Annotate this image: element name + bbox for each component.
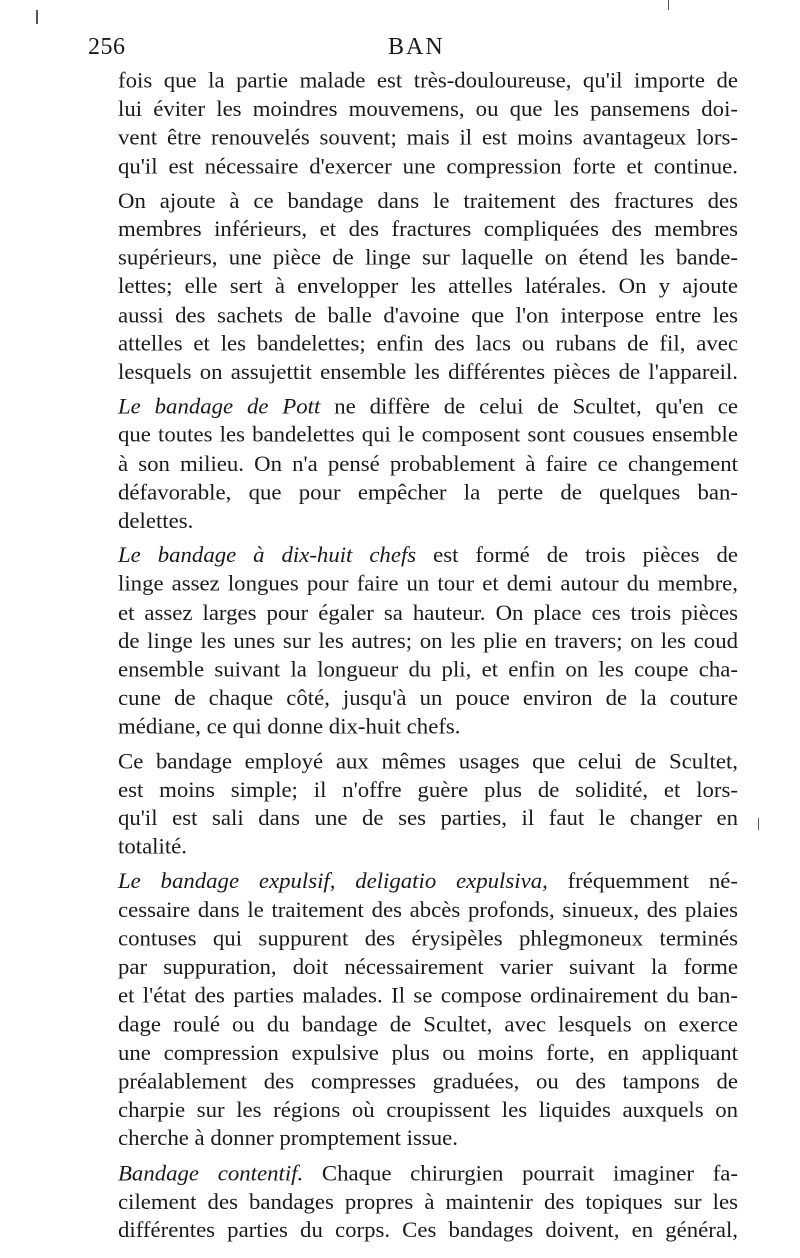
text-line: qu'il est sali dans une de ses parties, il faut le changer en <box>118 805 738 831</box>
text-line: lettes; elle sert à envelopper les attelles latérales. On y ajoute <box>118 273 738 299</box>
text-line <box>118 392 738 421</box>
text-fragment: ne diffère de celui de Scultet, qu'en ce <box>320 393 738 419</box>
text-line: différentes parties du corps. Ces bandages doivent, en général, <box>118 1217 738 1242</box>
text-line: charpie sur les régions où croupissent les liquides auxquels on <box>118 1097 738 1122</box>
italic-term: Bandage contentif. <box>118 1160 304 1185</box>
text-line: une compression expulsive plus ou moins forte, en appliquant <box>118 1040 738 1065</box>
paragraph-5 <box>118 747 738 861</box>
body-text <box>118 66 738 1250</box>
italic-term: Le bandage expulsif, deligatio expulsiva <box>118 868 543 894</box>
page-number: 256 <box>88 34 126 60</box>
text-line: et l'état des parties malades. Il se compose ordinairement du ban- <box>118 983 738 1008</box>
text-line: par suppuration, doit nécessairement varier suivant la forme <box>118 954 738 979</box>
text-line: supérieurs, une pièce de linge sur laquelle on étend les bande- <box>118 245 738 270</box>
italic-term: Le bandage à dix-huit chefs <box>118 542 417 568</box>
text-line: cune de chaque côté, jusqu'à un pouce environ de la couture <box>118 685 738 711</box>
text-line: préalablement des compresses graduées, ou des tampons de <box>118 1068 738 1094</box>
text-line: Ce bandage employé aux mêmes usages que celui de Scultet, <box>118 748 738 774</box>
text-line: cilement des bandages propres à maintenir des topiques sur les <box>118 1188 738 1214</box>
paragraph-1 <box>118 66 738 180</box>
text-line <box>118 867 738 896</box>
text-line: ensemble suivant la longueur du pli, et enfin on les coupe cha- <box>118 657 738 682</box>
scan-mark <box>36 10 38 24</box>
text-line: delettes. <box>118 508 194 533</box>
text-line: aussi des sachets de balle d'avoine que l'on interpose entre les <box>118 302 738 327</box>
italic-term: Le bandage de Pott <box>118 393 321 419</box>
paragraph-2 <box>118 186 738 386</box>
text-line: lesquels on assujettit ensemble les différentes pièces de l'appareil. <box>118 359 738 385</box>
text-line: et assez larges pour égaler sa hauteur. On place ces trois pièces <box>118 599 738 625</box>
text-line: à son milieu. On n'a pensé probablement à faire ce changement <box>118 451 738 476</box>
text-line <box>118 1158 738 1187</box>
text-line: est moins simple; il n'offre guère plus de solidité, et lors- <box>118 777 738 802</box>
text-line: de linge les unes sur les autres; on les plie en travers; on les coud <box>118 628 738 653</box>
text-line: contuses qui suppurent des érysipèles phlegmoneux terminés <box>118 925 738 951</box>
text-line: défavorable, que pour empêcher la perte de quelques ban- <box>118 479 738 505</box>
paragraph-4 <box>118 541 738 741</box>
text-line: dage roulé ou du bandage de Scultet, avec lesquels on exerce <box>118 1011 738 1037</box>
text-fragment: est formé de trois pièces de <box>416 542 738 568</box>
text-line: attelles et les bandelettes; enfin des lacs ou rubans de fil, avec <box>118 330 738 356</box>
text-line: lui éviter les moindres mouvemens, ou que les pansemens doi- <box>118 96 738 121</box>
paragraph-3 <box>118 392 738 535</box>
running-head: BAN <box>388 34 445 60</box>
scan-mark <box>758 818 759 830</box>
text-line: totalité. <box>118 834 188 859</box>
text-line: cherche à donner promptement issue. <box>118 1125 458 1151</box>
paragraph-6 <box>118 867 738 1153</box>
text-fragment: , fréquemment né- <box>542 868 738 894</box>
text-line: fois que la partie malade est très-douloureuse, qu'il importe de <box>118 67 738 93</box>
text-line: linge assez longues pour faire un tour et demi autour du membre, <box>118 571 738 596</box>
text-line: médiane, ce qui donne dix-huit chefs. <box>118 714 461 739</box>
text-line: que toutes les bandelettes qui le composent sont cousues ensemble <box>118 422 738 448</box>
page-header <box>88 34 738 68</box>
text-line: vent être renouvelés souvent; mais il est moins avantageux lors- <box>118 125 738 150</box>
text-line: cessaire dans le traitement des abcès profonds, sinueux, des plaies <box>118 897 738 922</box>
text-line: qu'il est nécessaire d'exercer une compression forte et continue. <box>118 153 738 179</box>
text-line: On ajoute à ce bandage dans le traitement des fractures des <box>118 188 738 213</box>
text-line <box>118 541 738 570</box>
scan-mark <box>668 0 669 10</box>
text-line: membres inférieurs, et des fractures compliquées des membres <box>118 216 738 242</box>
paragraph-7 <box>118 1158 738 1244</box>
text-fragment: Chaque chirurgien pourrait imaginer fa- <box>303 1160 738 1185</box>
